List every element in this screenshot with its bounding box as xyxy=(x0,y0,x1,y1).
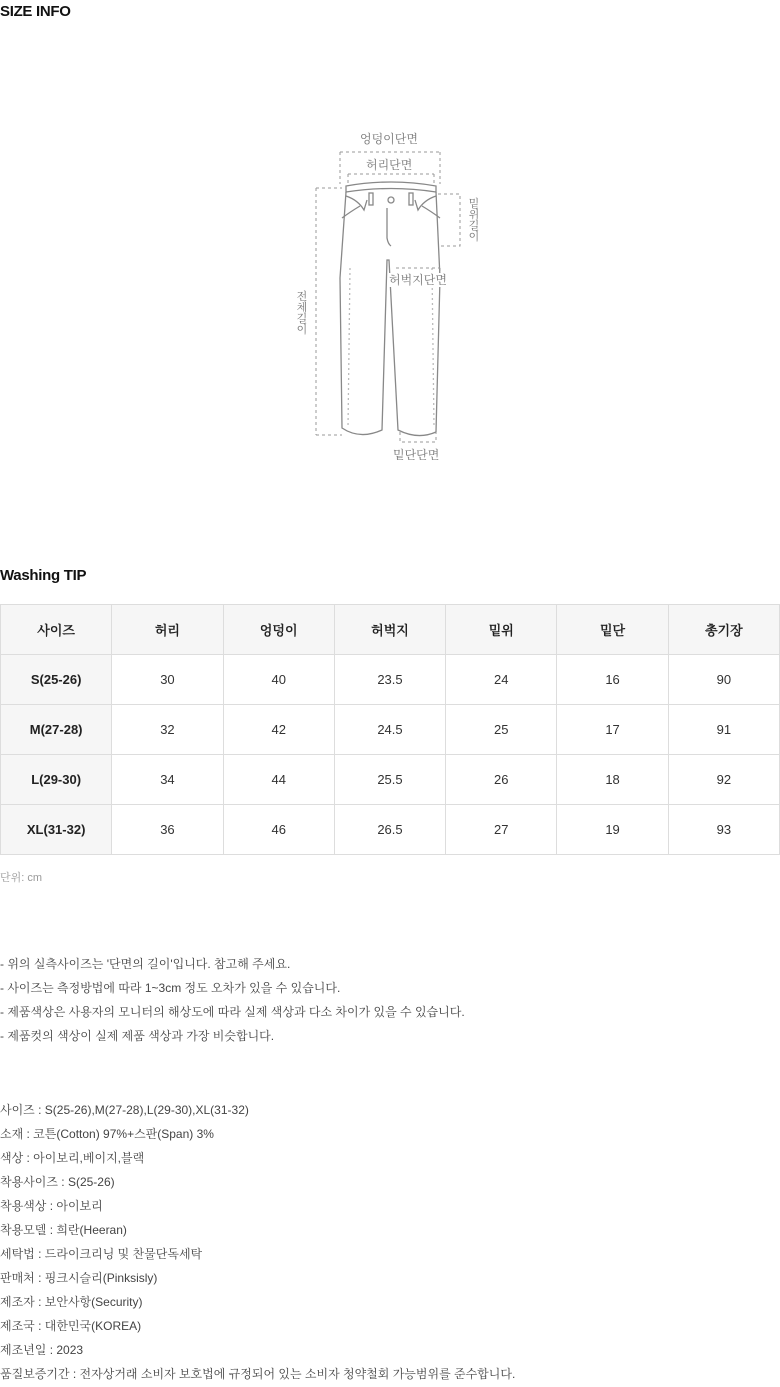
hem-width-label: 밑단단면 xyxy=(393,448,440,462)
header-cell: 총기장 xyxy=(668,605,779,655)
table-cell: 27 xyxy=(446,805,557,855)
table-cell: 24 xyxy=(446,655,557,705)
spec-size: 사이즈 : S(25-26),M(27-28),L(29-30),XL(31-32) xyxy=(0,1103,249,1117)
table-cell: 26.5 xyxy=(334,805,445,855)
size-info-title: SIZE INFO xyxy=(0,3,71,20)
spec-year: 제조년일 : 2023 xyxy=(0,1343,84,1357)
table-cell: 34 xyxy=(112,755,223,805)
spec-model: 착용모델 : 희란(Heeran) xyxy=(0,1223,127,1237)
spec-worn-size: 착용사이즈 : S(25-26) xyxy=(0,1175,115,1189)
spec-manufacturer: 제조자 : 보안사항(Security) xyxy=(0,1295,143,1309)
spec-washing: 세탁법 : 드라이크리닝 및 찬물단독세탁 xyxy=(0,1247,203,1261)
table-cell: 18 xyxy=(557,755,668,805)
header-cell: 사이즈 xyxy=(1,605,112,655)
table-cell: 93 xyxy=(668,805,779,855)
spec-seller: 판매처 : 핑크시슬리(Pinksisly) xyxy=(0,1271,158,1285)
header-cell: 엉덩이 xyxy=(223,605,334,655)
table-cell: 17 xyxy=(557,705,668,755)
table-cell: 91 xyxy=(668,705,779,755)
waist-width-label: 허리단면 xyxy=(366,158,413,172)
size-cell: L(29-30) xyxy=(1,755,112,805)
table-cell: 24.5 xyxy=(334,705,445,755)
table-row xyxy=(1,705,780,755)
table-cell: 32 xyxy=(112,705,223,755)
spec-material: 소재 : 코튼(Cotton) 97%+스판(Span) 3% xyxy=(0,1127,214,1141)
table-cell: 23.5 xyxy=(334,655,445,705)
table-cell: 90 xyxy=(668,655,779,705)
table-row xyxy=(1,755,780,805)
rise-label: 밑위길이 xyxy=(468,197,480,243)
thigh-width-label: 허벅지단면 xyxy=(389,273,447,287)
size-cell: S(25-26) xyxy=(1,655,112,705)
note-item: - 사이즈는 측정방법에 따라 1~3cm 정도 오차가 있을 수 있습니다. xyxy=(0,981,341,995)
washing-tip-title: Washing TIP xyxy=(0,567,87,584)
product-specs xyxy=(0,1102,515,1387)
header-cell: 밑위 xyxy=(446,605,557,655)
table-cell: 26 xyxy=(446,755,557,805)
table-cell: 19 xyxy=(557,805,668,855)
header-cell: 허벅지 xyxy=(334,605,445,655)
spec-warranty: 품질보증기간 : 전자상거래 소비자 보호법에 규정되어 있는 소비자 청약철회 가능범위를 준수합니다. xyxy=(0,1367,516,1381)
table-row xyxy=(1,805,780,855)
note-item: - 위의 실측사이즈는 '단면의 길이'입니다. 참고해 주세요. xyxy=(0,957,291,971)
table-row xyxy=(1,655,780,705)
table-cell: 30 xyxy=(112,655,223,705)
size-notes-list xyxy=(0,956,465,1052)
size-table xyxy=(0,604,780,855)
header-cell: 밑단 xyxy=(557,605,668,655)
spec-color: 색상 : 아이보리,베이지,블랙 xyxy=(0,1151,145,1165)
note-item: - 제품컷의 색상이 실제 제품 색상과 가장 비슷합니다. xyxy=(0,1029,275,1043)
table-cell: 25.5 xyxy=(334,755,445,805)
total-length-label: 전체길이 xyxy=(296,290,308,336)
table-cell: 40 xyxy=(223,655,334,705)
table-header-row xyxy=(1,605,780,655)
table-cell: 42 xyxy=(223,705,334,755)
size-cell: M(27-28) xyxy=(1,705,112,755)
spec-worn-color: 착용색상 : 아이보리 xyxy=(0,1199,103,1213)
unit-note: 단위: cm xyxy=(0,872,43,884)
size-cell: XL(31-32) xyxy=(1,805,112,855)
table-cell: 16 xyxy=(557,655,668,705)
table-cell: 25 xyxy=(446,705,557,755)
pants-illustration xyxy=(290,128,490,468)
header-cell: 허리 xyxy=(112,605,223,655)
spec-country: 제조국 : 대한민국(KOREA) xyxy=(0,1319,142,1333)
table-cell: 92 xyxy=(668,755,779,805)
pants-size-diagram xyxy=(290,128,490,468)
hip-width-label: 엉덩이단면 xyxy=(360,132,418,146)
table-cell: 36 xyxy=(112,805,223,855)
table-cell: 44 xyxy=(223,755,334,805)
table-cell: 46 xyxy=(223,805,334,855)
note-item: - 제품색상은 사용자의 모니터의 해상도에 따라 실제 색상과 다소 차이가 있을 수 있습니다. xyxy=(0,1005,465,1019)
